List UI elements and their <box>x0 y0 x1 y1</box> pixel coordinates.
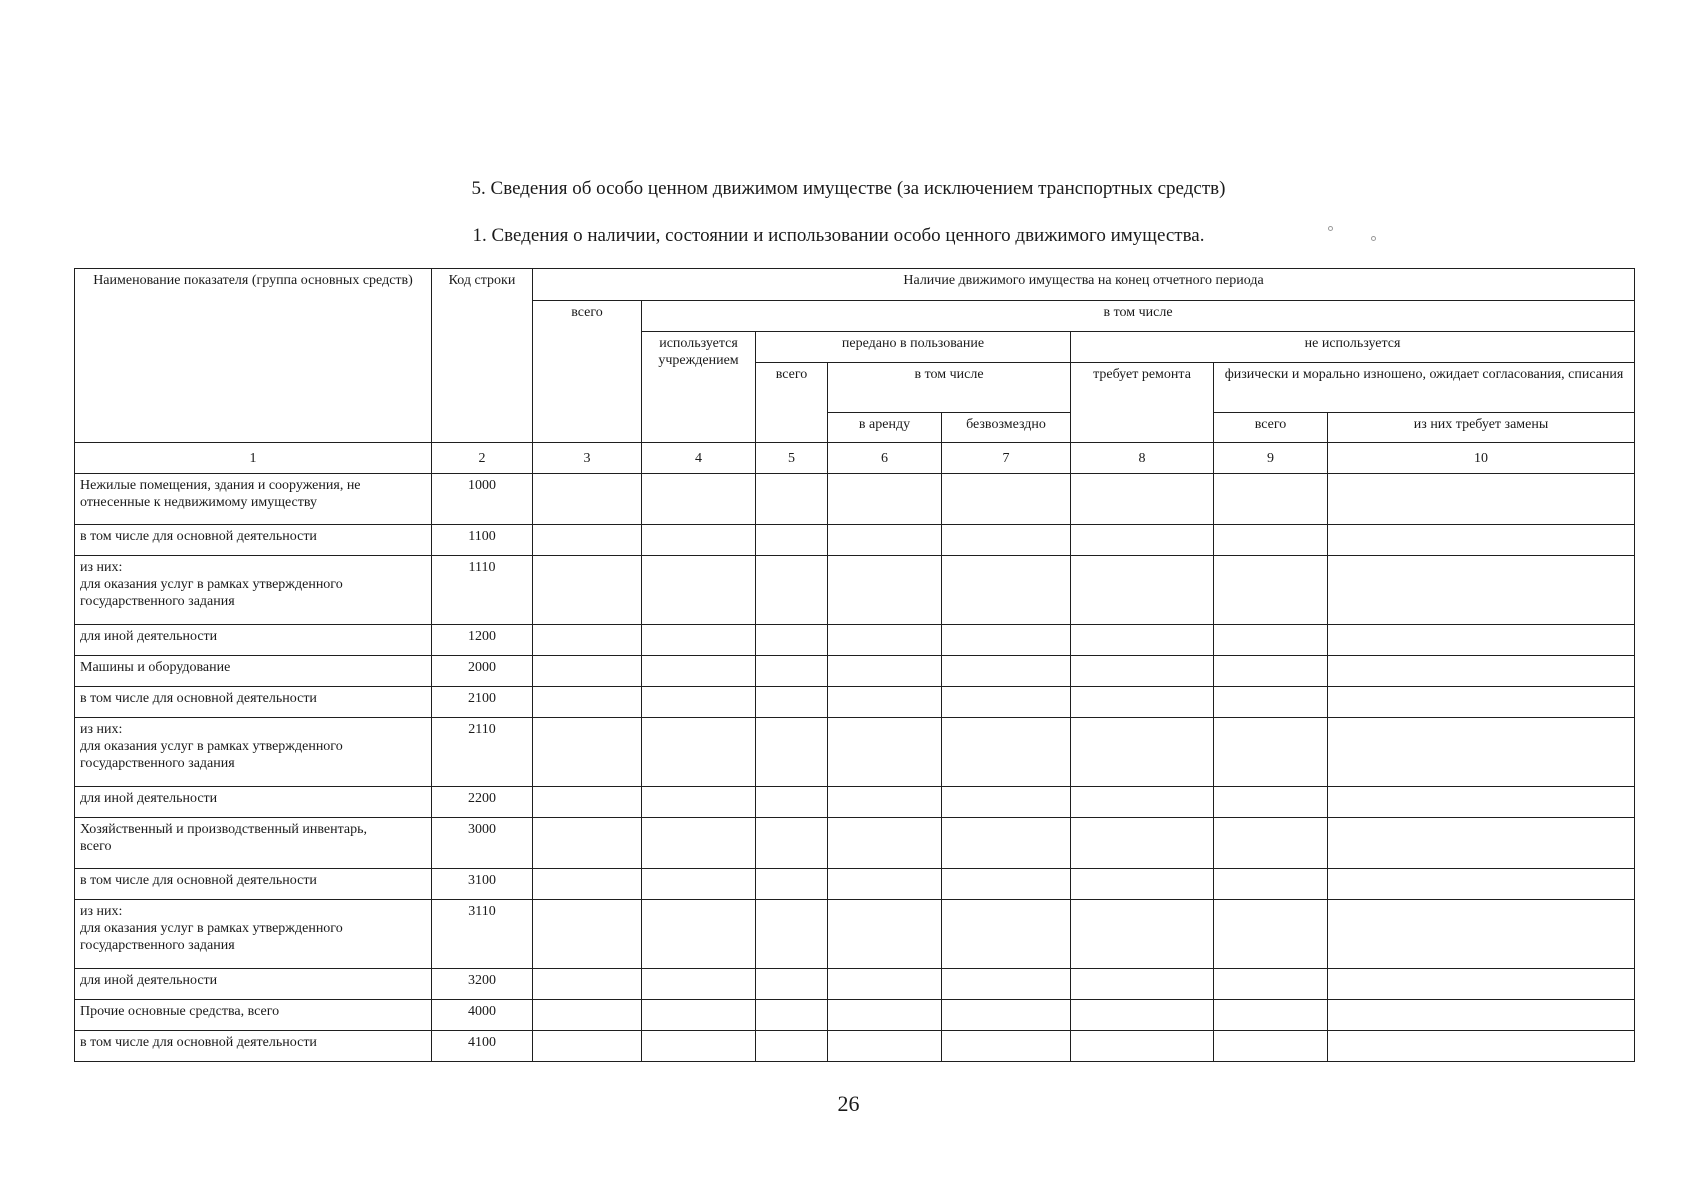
row-name <box>75 818 432 869</box>
value-cell <box>1071 869 1214 900</box>
value-cell <box>1214 869 1328 900</box>
value-cell <box>828 1000 942 1031</box>
header-rent: в аренду <box>828 413 942 443</box>
row-name <box>75 474 432 525</box>
row-name <box>75 1000 432 1031</box>
value-cell <box>642 474 756 525</box>
value-cell <box>642 556 756 625</box>
value-cell <box>533 787 642 818</box>
column-number: 5 <box>756 443 828 474</box>
value-cell <box>1328 787 1635 818</box>
value-cell <box>1328 556 1635 625</box>
value-cell <box>756 1000 828 1031</box>
scan-speck <box>1371 236 1376 241</box>
value-cell <box>828 969 942 1000</box>
column-number: 2 <box>432 443 533 474</box>
row-name-line: Машины и оборудование <box>80 660 231 675</box>
value-cell <box>942 525 1071 556</box>
table-row <box>75 1031 1635 1062</box>
row-name-line: для иной деятельности <box>80 791 218 806</box>
value-cell <box>642 787 756 818</box>
value-cell <box>1071 656 1214 687</box>
row-code: 1100 <box>432 525 533 556</box>
row-name <box>75 787 432 818</box>
value-cell <box>1071 625 1214 656</box>
value-cell <box>642 818 756 869</box>
value-cell <box>533 474 642 525</box>
value-cell <box>756 656 828 687</box>
value-cell <box>642 687 756 718</box>
value-cell <box>533 556 642 625</box>
row-name-line: государственного задания <box>80 756 235 771</box>
value-cell <box>1214 1031 1328 1062</box>
value-cell <box>1071 787 1214 818</box>
row-name-line: для оказания услуг в рамках утвержденного <box>80 739 343 754</box>
row-name-line: для оказания услуг в рамках утвержденного <box>80 921 343 936</box>
value-cell <box>1214 787 1328 818</box>
value-cell <box>533 687 642 718</box>
header-transferred-total: всего <box>756 363 828 443</box>
value-cell <box>642 969 756 1000</box>
table-row <box>75 656 1635 687</box>
value-cell <box>942 718 1071 787</box>
row-code: 3100 <box>432 869 533 900</box>
table-row <box>75 625 1635 656</box>
page-number: 26 <box>837 1091 860 1116</box>
value-cell <box>1214 969 1328 1000</box>
value-cell <box>1071 556 1214 625</box>
value-cell <box>828 556 942 625</box>
value-cell <box>756 969 828 1000</box>
value-cell <box>1214 687 1328 718</box>
value-cell <box>942 818 1071 869</box>
row-name-line: государственного задания <box>80 938 235 953</box>
row-code: 4000 <box>432 1000 533 1031</box>
value-cell <box>1328 1000 1635 1031</box>
value-cell <box>828 687 942 718</box>
table-row <box>75 474 1635 525</box>
column-number: 8 <box>1071 443 1214 474</box>
value-cell <box>828 474 942 525</box>
value-cell <box>942 687 1071 718</box>
value-cell <box>1071 818 1214 869</box>
value-cell <box>533 818 642 869</box>
value-cell <box>1214 656 1328 687</box>
row-code: 1000 <box>432 474 533 525</box>
value-cell <box>1214 900 1328 969</box>
row-name-line: Нежилые помещения, здания и сооружения, не <box>80 478 361 493</box>
row-name-line: для иной деятельности <box>80 629 218 644</box>
table-row <box>75 556 1635 625</box>
value-cell <box>756 556 828 625</box>
row-name <box>75 969 432 1000</box>
row-name <box>75 625 432 656</box>
value-cell <box>828 787 942 818</box>
value-cell <box>756 818 828 869</box>
header-transferred-including: в том числе <box>828 363 1071 413</box>
value-cell <box>1328 718 1635 787</box>
value-cell <box>533 900 642 969</box>
value-cell <box>828 718 942 787</box>
value-cell <box>756 869 828 900</box>
header-used-by-institution: используется учреждением <box>642 332 756 443</box>
row-name <box>75 556 432 625</box>
value-cell <box>1328 687 1635 718</box>
table-row <box>75 787 1635 818</box>
value-cell <box>828 656 942 687</box>
value-cell <box>756 787 828 818</box>
row-code: 2000 <box>432 656 533 687</box>
row-name-line: в том числе для основной деятельности <box>80 1035 317 1050</box>
row-code: 3110 <box>432 900 533 969</box>
header-not-used: не используется <box>1071 332 1635 363</box>
row-code: 3200 <box>432 969 533 1000</box>
value-cell <box>1328 525 1635 556</box>
header-name: Наименование показателя (группа основных средств) <box>75 269 432 443</box>
value-cell <box>642 1000 756 1031</box>
value-cell <box>1071 969 1214 1000</box>
header-total: всего <box>533 301 642 443</box>
value-cell <box>1214 718 1328 787</box>
value-cell <box>1071 718 1214 787</box>
row-name-line: из них: <box>80 560 123 575</box>
value-cell <box>533 1000 642 1031</box>
row-code: 2110 <box>432 718 533 787</box>
value-cell <box>942 625 1071 656</box>
value-cell <box>1328 625 1635 656</box>
header-code: Код строки <box>432 269 533 443</box>
value-cell <box>1328 474 1635 525</box>
column-number: 3 <box>533 443 642 474</box>
column-numbers-row <box>75 443 1635 474</box>
row-name-line: в том числе для основной деятельности <box>80 873 317 888</box>
property-table <box>74 268 1635 1062</box>
header-needs-replacement: из них требует замены <box>1328 413 1635 443</box>
value-cell <box>1071 525 1214 556</box>
value-cell <box>533 718 642 787</box>
value-cell <box>942 1031 1071 1062</box>
value-cell <box>828 818 942 869</box>
value-cell <box>942 1000 1071 1031</box>
value-cell <box>942 556 1071 625</box>
value-cell <box>533 969 642 1000</box>
scan-speck <box>1328 226 1333 231</box>
value-cell <box>1071 1000 1214 1031</box>
subsection-title: 1. Сведения о наличии, состоянии и использовании особо ценного движимого имущества. <box>472 225 1205 246</box>
table-row <box>75 525 1635 556</box>
column-number: 9 <box>1214 443 1328 474</box>
value-cell <box>1214 818 1328 869</box>
row-code: 1200 <box>432 625 533 656</box>
column-number: 6 <box>828 443 942 474</box>
row-name-line: всего <box>80 839 112 854</box>
value-cell <box>942 656 1071 687</box>
header-needs-repair: требует ремонта <box>1071 363 1214 443</box>
table-row <box>75 1000 1635 1031</box>
value-cell <box>756 687 828 718</box>
row-code: 2100 <box>432 687 533 718</box>
value-cell <box>1071 1031 1214 1062</box>
value-cell <box>642 525 756 556</box>
value-cell <box>642 900 756 969</box>
header-worn-total: всего <box>1214 413 1328 443</box>
value-cell <box>1071 687 1214 718</box>
value-cell <box>756 625 828 656</box>
value-cell <box>1214 474 1328 525</box>
section-title: 5. Сведения об особо ценном движимом имуществе (за исключением транспортных средств) <box>471 178 1226 199</box>
header-availability: Наличие движимого имущества на конец отчетного периода <box>533 269 1635 301</box>
column-number: 4 <box>642 443 756 474</box>
value-cell <box>1071 900 1214 969</box>
row-name <box>75 656 432 687</box>
value-cell <box>1214 525 1328 556</box>
row-name-line: для иной деятельности <box>80 973 218 988</box>
value-cell <box>756 525 828 556</box>
row-name-line: Хозяйственный и производственный инвентарь, <box>80 822 367 837</box>
value-cell <box>642 718 756 787</box>
table-body <box>75 474 1635 1062</box>
table-row <box>75 900 1635 969</box>
row-name-line: государственного задания <box>80 594 235 609</box>
value-cell <box>642 869 756 900</box>
value-cell <box>642 1031 756 1062</box>
row-code: 4100 <box>432 1031 533 1062</box>
row-name-line: Прочие основные средства, всего <box>80 1004 280 1019</box>
value-cell <box>828 900 942 969</box>
value-cell <box>756 1031 828 1062</box>
value-cell <box>1071 474 1214 525</box>
table-row <box>75 687 1635 718</box>
table-row <box>75 869 1635 900</box>
header-worn-out: физически и морально изношено, ожидает согласования, списания <box>1214 363 1635 413</box>
row-name <box>75 687 432 718</box>
value-cell <box>1328 900 1635 969</box>
header-including: в том числе <box>642 301 1635 332</box>
value-cell <box>756 718 828 787</box>
row-name <box>75 718 432 787</box>
value-cell <box>1328 818 1635 869</box>
value-cell <box>533 869 642 900</box>
value-cell <box>756 474 828 525</box>
row-code: 3000 <box>432 818 533 869</box>
value-cell <box>942 869 1071 900</box>
value-cell <box>1214 625 1328 656</box>
value-cell <box>642 625 756 656</box>
header-transferred: передано в пользование <box>756 332 1071 363</box>
row-name-line: в том числе для основной деятельности <box>80 529 317 544</box>
column-number: 1 <box>75 443 432 474</box>
row-name <box>75 900 432 969</box>
table-row <box>75 718 1635 787</box>
value-cell <box>942 787 1071 818</box>
row-name-line: отнесенные к недвижимому имуществу <box>80 495 318 510</box>
value-cell <box>533 1031 642 1062</box>
value-cell <box>828 625 942 656</box>
value-cell <box>1214 556 1328 625</box>
row-name-line: из них: <box>80 722 123 737</box>
column-number: 10 <box>1328 443 1635 474</box>
value-cell <box>642 656 756 687</box>
value-cell <box>1328 656 1635 687</box>
value-cell <box>828 525 942 556</box>
table-row <box>75 818 1635 869</box>
value-cell <box>1214 1000 1328 1031</box>
value-cell <box>533 625 642 656</box>
row-name-line: для оказания услуг в рамках утвержденного <box>80 577 343 592</box>
header-free-use: безвозмездно <box>942 413 1071 443</box>
row-code: 1110 <box>432 556 533 625</box>
value-cell <box>942 474 1071 525</box>
value-cell <box>533 656 642 687</box>
value-cell <box>828 1031 942 1062</box>
value-cell <box>1328 869 1635 900</box>
value-cell <box>1328 969 1635 1000</box>
row-name <box>75 525 432 556</box>
table-row <box>75 969 1635 1000</box>
value-cell <box>1328 1031 1635 1062</box>
row-name-line: из них: <box>80 904 123 919</box>
value-cell <box>942 969 1071 1000</box>
row-code: 2200 <box>432 787 533 818</box>
column-number: 7 <box>942 443 1071 474</box>
row-name <box>75 1031 432 1062</box>
row-name <box>75 869 432 900</box>
value-cell <box>942 900 1071 969</box>
row-name-line: в том числе для основной деятельности <box>80 691 317 706</box>
value-cell <box>756 900 828 969</box>
value-cell <box>533 525 642 556</box>
value-cell <box>828 869 942 900</box>
